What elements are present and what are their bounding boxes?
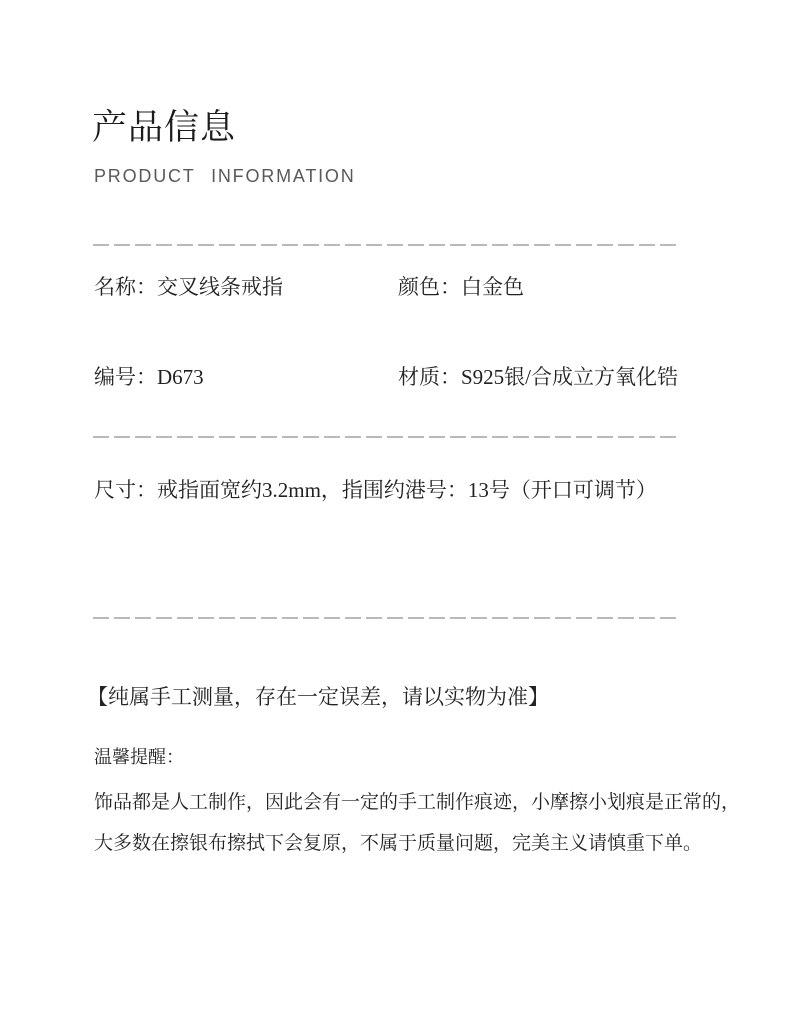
spec-color-value: 白金色 bbox=[461, 275, 524, 299]
spec-color bbox=[398, 274, 524, 301]
spec-code-value: D673 bbox=[157, 365, 204, 389]
reminder-line: 大多数在擦银布擦拭下会复原，不属于质量问题，完美主义请慎重下单。 bbox=[94, 833, 703, 854]
reminder-title: 温馨提醒： bbox=[94, 747, 184, 767]
spec-name-value: 交叉线条戒指 bbox=[157, 275, 283, 299]
spec-name bbox=[94, 274, 283, 301]
measurement-disclaimer: 【纯属手工测量，存在一定误差，请以实物为准】 bbox=[87, 685, 549, 709]
spec-code-label: 编号： bbox=[94, 365, 157, 389]
spec-code bbox=[94, 364, 204, 391]
divider-dashed-top bbox=[93, 244, 677, 246]
divider-dashed-bottom bbox=[93, 617, 677, 619]
spec-material-value: S925银/合成立方氧化锆 bbox=[461, 365, 679, 389]
spec-size-value: 戒指面宽约3.2mm，指围约港号：13号（开口可调节） bbox=[157, 478, 657, 502]
spec-size bbox=[94, 477, 657, 504]
spec-name-label: 名称： bbox=[94, 275, 157, 299]
spec-material-label: 材质： bbox=[398, 365, 461, 389]
spec-size-label: 尺寸： bbox=[94, 478, 157, 502]
spec-material bbox=[398, 364, 678, 391]
reminder-line: 饰品都是人工制作，因此会有一定的手工制作痕迹，小摩擦小划痕是正常的， bbox=[94, 792, 741, 813]
page-title: 产品信息 bbox=[92, 108, 237, 147]
spec-color-label: 颜色： bbox=[398, 275, 461, 299]
page-subtitle: PRODUCT INFORMATION bbox=[94, 166, 356, 186]
divider-dashed-middle bbox=[93, 436, 677, 438]
